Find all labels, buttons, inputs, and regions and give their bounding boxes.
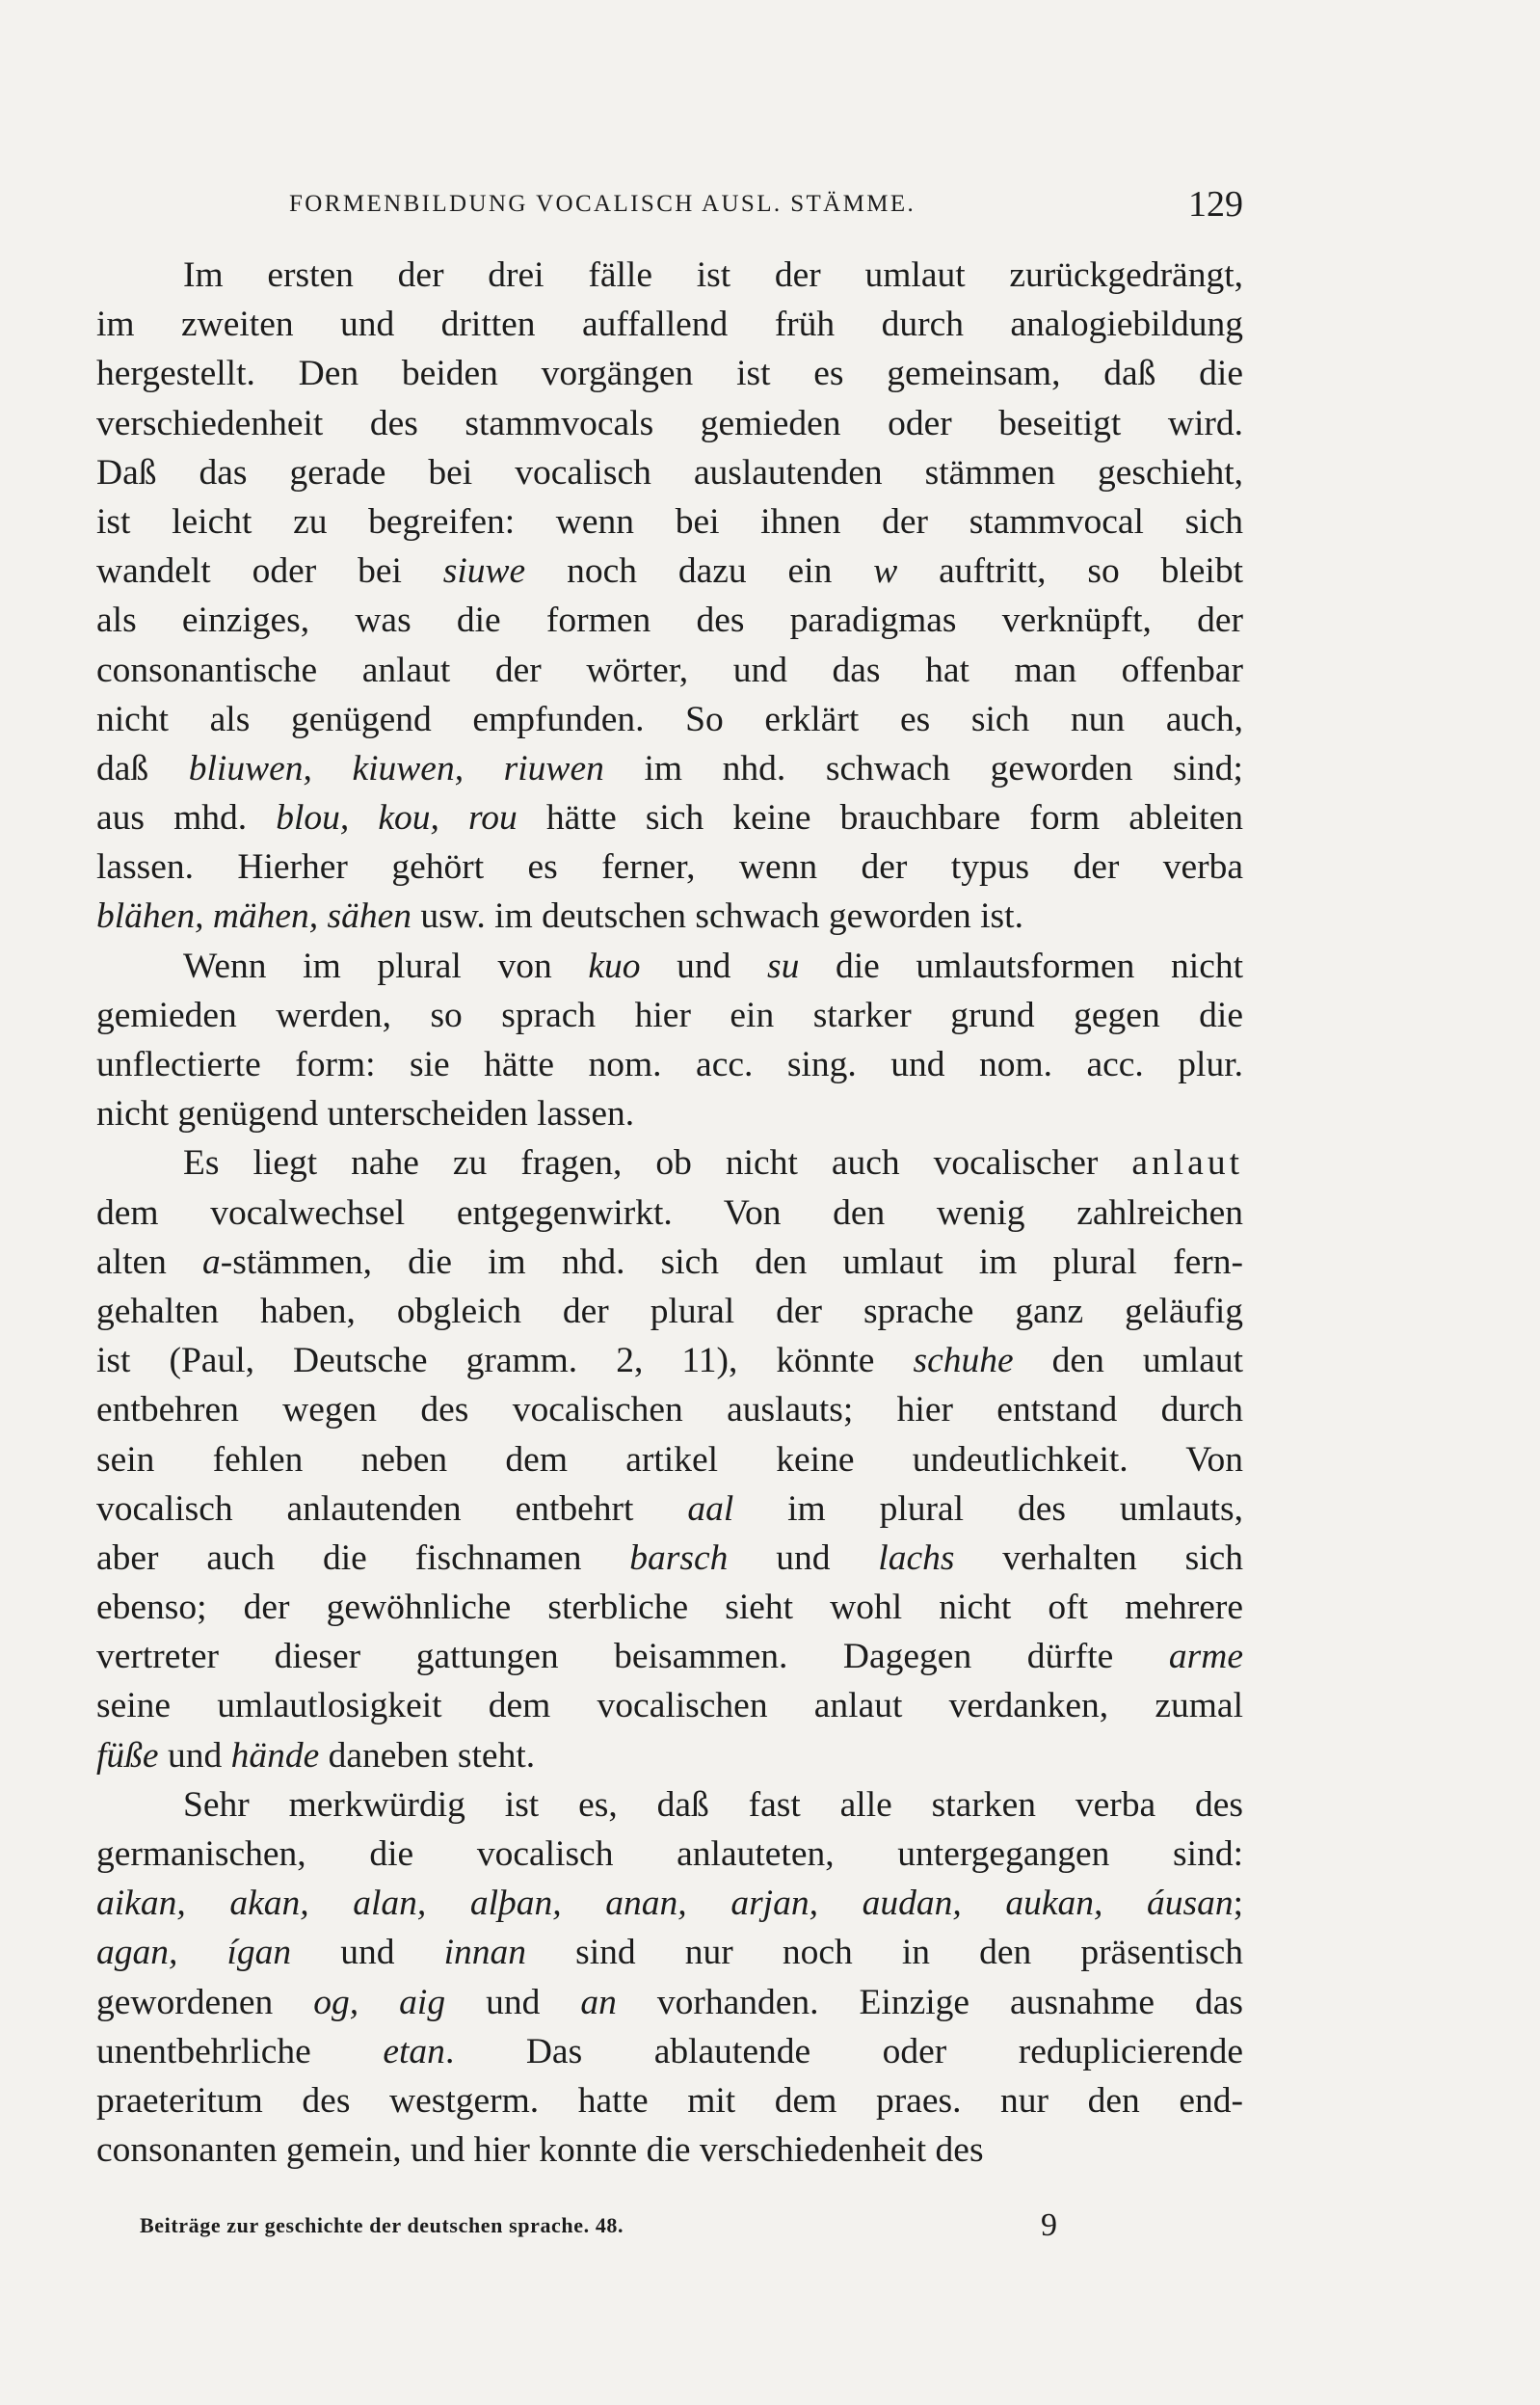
text-line <box>96 1189 1243 1238</box>
text-run: alten <box>96 1242 203 1282</box>
text-line <box>96 1583 1243 1632</box>
text-line <box>96 1336 1243 1385</box>
text-line <box>96 2125 1243 2175</box>
text-run: seine umlautlosigkeit dem vocalischen anlaut verdanken, zumal <box>96 1686 1243 1726</box>
text-line <box>96 1928 1243 1977</box>
italic-term: etan <box>383 2031 445 2071</box>
text-run: im zweiten und dritten auffallend früh durch analogiebildung <box>96 305 1243 345</box>
text-run: nicht als genügend empfunden. So erklärt es sich nun auch, <box>96 699 1243 739</box>
italic-term: a <box>202 1242 221 1282</box>
text-line <box>96 596 1243 645</box>
text-run: Daß das gerade bei vocalisch auslautenden stämmen geschieht, <box>96 452 1243 493</box>
text-run: lassen. Hierher gehört es ferner, wenn der typus der verba <box>96 847 1243 888</box>
italic-term: schuhe <box>913 1341 1014 1381</box>
text-run: hätte sich keine brauchbare form ableiten <box>517 798 1243 839</box>
text-line <box>96 300 1243 349</box>
text-line <box>96 991 1243 1040</box>
paragraph <box>96 251 1243 942</box>
text-run: Wenn im plural von <box>183 946 589 986</box>
text-run: und <box>640 946 767 986</box>
spaced-term: anlaut <box>1131 1143 1243 1184</box>
text-run: consonantische anlaut der wörter, und das hat man offenbar <box>96 650 1243 690</box>
text-line <box>96 1435 1243 1484</box>
text-line <box>96 547 1243 596</box>
text-run: Es liegt nahe zu fragen, ob nicht auch vocalischer <box>183 1143 1132 1184</box>
text-run: unentbehrliche <box>96 2031 384 2071</box>
text-run: verhalten sich <box>954 1537 1243 1578</box>
text-line <box>96 497 1243 547</box>
text-run: und <box>291 1933 444 1973</box>
text-line <box>96 744 1243 793</box>
italic-term: bliuwen, kiuwen, riuwen <box>188 748 604 788</box>
text-run: ; <box>1233 1884 1243 1924</box>
text-run: ebenso; der gewöhnliche sterbliche sieht wohl nicht oft mehrere <box>96 1588 1243 1628</box>
text-line <box>96 1138 1243 1188</box>
text-line <box>96 1830 1243 1879</box>
italic-term: agan, ígan <box>96 1933 292 1973</box>
text-run: und <box>728 1537 879 1578</box>
text-line <box>96 399 1243 448</box>
text-run: Im ersten der drei fälle ist der umlaut zurückgedrängt, <box>183 255 1243 295</box>
italic-term: siuwe <box>442 551 526 592</box>
text-run: und <box>158 1735 231 1776</box>
page-number: 129 <box>1188 184 1243 225</box>
italic-term: lachs <box>878 1537 955 1578</box>
paragraph <box>96 1780 1243 2176</box>
text-line <box>96 646 1243 695</box>
text-line <box>96 1040 1243 1089</box>
italic-term: an <box>580 1982 617 2022</box>
text-line <box>96 1879 1243 1928</box>
italic-term: kuo <box>588 946 641 986</box>
running-head <box>96 183 1243 231</box>
footer-note: Beiträge zur geschichte der deutschen sprache. 48. <box>140 2213 624 2237</box>
paragraph <box>96 942 1243 1139</box>
text-run: -stämmen, die im nhd. sich den umlaut im plural fern- <box>220 1242 1243 1282</box>
text-run: als einziges, was die formen des paradigmas verknüpft, der <box>96 601 1243 641</box>
text-run: gewordenen <box>96 1982 314 2022</box>
text-line <box>96 1089 1243 1138</box>
text-run: praeteritum des westgerm. hatte mit dem praes. nur den end- <box>96 2080 1243 2121</box>
text-line <box>96 1632 1243 1681</box>
text-run: wandelt oder bei <box>96 551 443 592</box>
italic-term: aikan, akan, alan, alþan, anan, arjan, audan, aukan, áusan <box>96 1884 1234 1924</box>
italic-term: aal <box>687 1488 734 1529</box>
text-line <box>96 349 1243 398</box>
text-line <box>96 1681 1243 1730</box>
running-head-title: FORMENBILDUNG VOCALISCH AUSL. STÄMME. <box>289 191 916 217</box>
italic-term: innan <box>443 1933 527 1973</box>
text-run: daß <box>96 748 189 788</box>
text-run: daneben steht. <box>319 1735 536 1776</box>
text-line <box>96 1780 1243 1830</box>
text-line <box>96 695 1243 744</box>
text-run: ist leicht zu begreifen: wenn bei ihnen der stammvocal sich <box>96 501 1243 542</box>
text-line <box>96 2027 1243 2076</box>
text-run: die umlautsformen nicht <box>799 946 1243 986</box>
italic-term: w <box>873 551 898 592</box>
text-run: aus mhd. <box>96 798 277 839</box>
italic-term: og, aig <box>313 1982 446 2022</box>
text-run: . Das ablautende oder reduplicierende <box>444 2031 1243 2071</box>
text-run: gehalten haben, obgleich der plural der sprache ganz geläufig <box>96 1291 1243 1331</box>
text-run: im nhd. schwach geworden sind; <box>603 748 1243 788</box>
text-run: sind nur noch in den präsentisch <box>526 1933 1243 1973</box>
text-run: nicht genügend unterscheiden lassen. <box>96 1094 635 1135</box>
text-run: und <box>445 1982 581 2022</box>
text-line <box>96 251 1243 300</box>
text-run: gemieden werden, so sprach hier ein starker grund gegen die <box>96 995 1243 1035</box>
italic-term: su <box>766 946 800 986</box>
italic-term: blou, kou, rou <box>276 798 518 839</box>
text-line <box>96 1484 1243 1534</box>
text-run: usw. im deutschen schwach geworden ist. <box>412 896 1023 937</box>
text-run: Sehr merkwürdig ist es, daß fast alle starken verba des <box>183 1784 1243 1825</box>
text-run: im plural des umlauts, <box>733 1488 1243 1529</box>
text-run: germanischen, die vocalisch anlauteten, untergegangen sind: <box>96 1834 1243 1874</box>
text-line <box>96 1287 1243 1336</box>
italic-term: arme <box>1168 1637 1243 1677</box>
text-run: hergestellt. Den beiden vorgängen ist es gemeinsam, daß die <box>96 354 1243 394</box>
text-line <box>96 942 1243 991</box>
italic-term: barsch <box>629 1537 729 1578</box>
text-line <box>96 1978 1243 2027</box>
text-line <box>96 892 1243 941</box>
text-run: noch dazu ein <box>525 551 874 592</box>
text-run: ist (Paul, Deutsche gramm. 2, 11), könnte <box>96 1341 914 1381</box>
text-run: dem vocalwechsel entgegenwirkt. Von den wenig zahlreichen <box>96 1192 1243 1233</box>
text-line <box>96 1385 1243 1434</box>
page-footer <box>140 2207 1084 2246</box>
italic-term: hände <box>230 1735 320 1776</box>
text-run: sein fehlen neben dem artikel keine undeutlichkeit. Von <box>96 1439 1243 1480</box>
body-text <box>96 251 1243 2175</box>
text-line <box>96 1731 1243 1780</box>
text-run: unflectierte form: sie hätte nom. acc. sing. und nom. acc. plur. <box>96 1045 1243 1084</box>
text-line <box>96 842 1243 892</box>
signature-mark: 9 <box>1041 2207 1057 2243</box>
text-run: vertreter dieser gattungen beisammen. Dagegen dürfte <box>96 1637 1169 1677</box>
text-line <box>96 793 1243 842</box>
text-line <box>96 1534 1243 1583</box>
text-run: entbehren wegen des vocalischen auslauts; hier entstand durch <box>96 1390 1243 1430</box>
italic-term: füße <box>96 1735 159 1776</box>
text-run: auftritt, so bleibt <box>897 551 1243 592</box>
text-run: verschiedenheit des stammvocals gemieden oder beseitigt wird. <box>96 403 1243 443</box>
text-line <box>96 448 1243 497</box>
text-run: aber auch die fischnamen <box>96 1537 630 1578</box>
paragraph <box>96 1138 1243 1779</box>
text-line <box>96 2076 1243 2125</box>
text-run: vorhanden. Einzige ausnahme das <box>616 1982 1243 2022</box>
italic-term: blähen, mähen, sähen <box>96 896 412 937</box>
text-run: vocalisch anlautenden entbehrt <box>96 1488 688 1529</box>
text-line <box>96 1238 1243 1287</box>
text-run: den umlaut <box>1013 1341 1243 1381</box>
text-run: consonanten gemein, und hier konnte die verschiedenheit des <box>96 2130 984 2171</box>
